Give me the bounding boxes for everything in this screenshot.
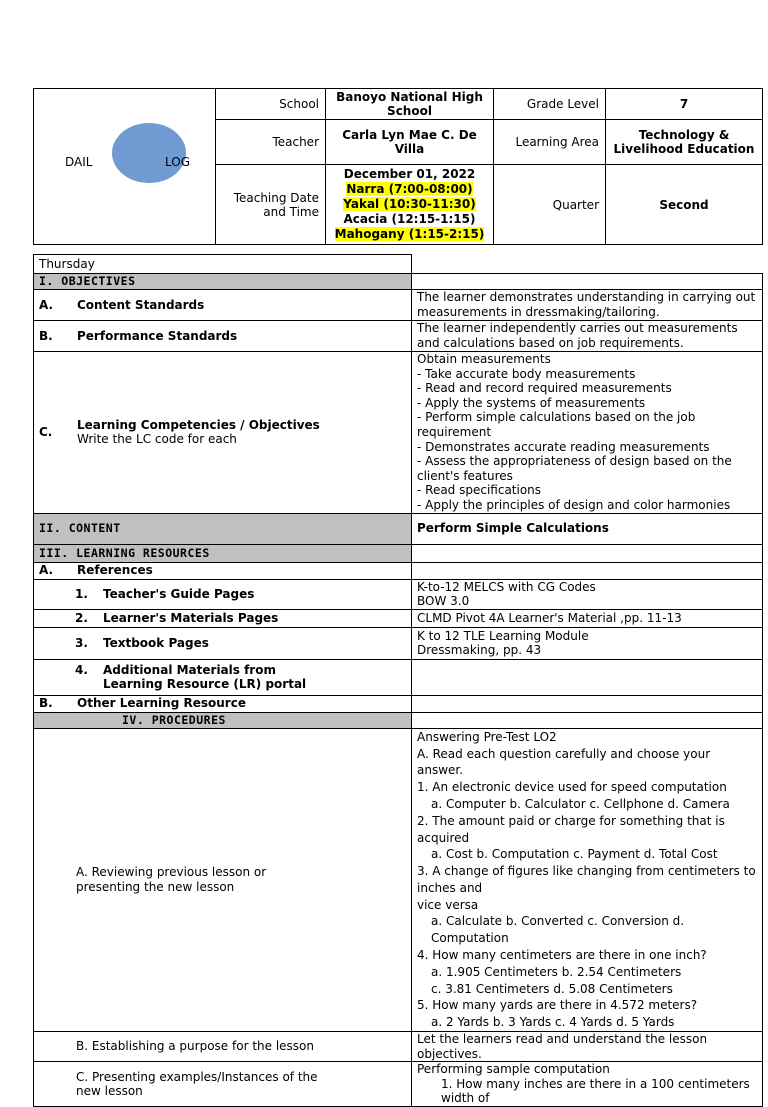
day-cell: Thursday	[34, 255, 412, 274]
list-item: a. Computer b. Calculator c. Cellphone d. Camera	[431, 796, 730, 811]
list-item: - Demonstrates accurate reading measurements	[417, 439, 710, 454]
grade-value: 7	[606, 89, 763, 120]
list-item: a. 1.905 Centimeters b. 2.54 Centimeters	[431, 964, 682, 979]
list-item: 3. A change of figures like changing from centimeters to inches and	[417, 864, 756, 895]
teachers-guide-text: K-to-12 MELCS with CG Codes BOW 3.0	[412, 579, 763, 609]
content-value: Perform Simple Calculations	[412, 513, 763, 544]
proc-a-label: A. Reviewing previous lesson or presenting the new lesson	[34, 728, 412, 1031]
proc-b-text: Let the learners read and understand the lesson objectives.	[412, 1032, 763, 1062]
quarter-value: Second	[606, 165, 763, 245]
quarter-label: Quarter	[494, 165, 606, 245]
textbook-text: K to 12 TLE Learning Module Dressmaking, pp. 43	[412, 627, 763, 659]
teachers-guide-label: 1. Teacher's Guide Pages	[34, 579, 412, 609]
header-table	[33, 88, 763, 245]
list-item: - Apply the systems of measurements	[417, 395, 646, 410]
list-item: c. 3.81 Centimeters d. 5.08 Centimeters	[431, 981, 673, 996]
list-item: a. 2 Yards b. 3 Yards c. 4 Yards d. 5 Yards	[431, 1015, 675, 1030]
school-value: Banoyo National High School	[326, 89, 494, 120]
teacher-label: Teacher	[216, 120, 326, 165]
proc-b-label: B. Establishing a purpose for the lesson	[34, 1032, 412, 1062]
grade-label: Grade Level	[494, 89, 606, 120]
proc-a-content	[412, 728, 763, 1031]
procedures-heading: IV. PROCEDURES	[34, 712, 412, 728]
list-item: a. Calculate b. Converted c. Conversion d. Computation	[431, 914, 685, 946]
content-heading: II. CONTENT	[34, 513, 412, 544]
list-item: - Perform simple calculations based on the job requirement	[417, 410, 696, 439]
list-item: Obtain measurements	[417, 352, 551, 366]
date-value	[326, 165, 494, 245]
list-item: 1. An electronic device used for speed computation	[417, 780, 727, 795]
list-item: Answering Pre-Test LO2	[417, 729, 557, 744]
content-standards-label: A. Content Standards	[34, 290, 412, 321]
list-item: 4. How many centimeters are there in one inch?	[417, 948, 707, 963]
list-item: 2. The amount paid or charge for something that is acquired	[417, 813, 725, 845]
list-item: 5. How many yards are there in 4.572 meters?	[417, 998, 698, 1013]
lesson-table	[33, 254, 763, 1107]
additional-materials-label: 4. Additional Materials from Learning Resource (LR) portal	[34, 659, 412, 695]
schedule-acacia: Acacia (12:15-1:15)	[343, 212, 476, 226]
date-label: Teaching Date and Time	[216, 165, 326, 245]
proc-c-label: C. Presenting examples/Instances of the new lesson	[34, 1062, 412, 1107]
logo-text-left: DAIL	[65, 154, 93, 169]
area-value: Technology & Livelihood Education	[606, 120, 763, 165]
proc-c-content: Performing sample computation 1. How many inches are there in a 100 centimeters width of	[412, 1062, 763, 1107]
list-item: - Apply the principles of design and color harmonies	[417, 497, 731, 512]
logo-cell	[34, 89, 216, 245]
school-label: School	[216, 89, 326, 120]
list-item: a. Cost b. Computation c. Payment d. Total Cost	[431, 847, 718, 862]
resources-heading: III. LEARNING RESOURCES	[34, 544, 412, 562]
learners-materials-text: CLMD Pivot 4A Learner's Material ,pp. 11-13	[412, 609, 763, 627]
objectives-heading: I. OBJECTIVES	[34, 274, 412, 290]
list-item: - Take accurate body measurements	[417, 366, 636, 381]
date-line: December 01, 2022	[343, 167, 476, 181]
logo-circle-icon	[112, 123, 186, 183]
list-item: - Read and record required measurements	[417, 381, 672, 396]
learners-materials-label: 2. Learner's Materials Pages	[34, 609, 412, 627]
other-resource-label: B. Other Learning Resource	[34, 695, 412, 712]
area-label: Learning Area	[494, 120, 606, 165]
content-standards-text: The learner demonstrates understanding in carrying out measurements in dressmaking/tailoring.	[412, 290, 763, 321]
performance-standards-text: The learner independently carries out measurements and calculations based on job requirements.	[412, 321, 763, 352]
competencies-list	[412, 352, 763, 514]
schedule-mahogany: Mahogany (1:15-2:15)	[334, 227, 485, 241]
textbook-label: 3. Textbook Pages	[34, 627, 412, 659]
competencies-label: C. Learning Competencies / Objectives Write the LC code for each	[34, 352, 412, 514]
performance-standards-label: B. Performance Standards	[34, 321, 412, 352]
list-item: vice versa	[417, 897, 479, 912]
list-item: A. Read each question carefully and choose your answer.	[417, 746, 711, 778]
references-label: A. References	[34, 562, 412, 579]
logo-text-right: LOG	[165, 154, 191, 169]
list-item: - Read specifications	[417, 483, 542, 498]
schedule-yakal: Yakal (10:30-11:30)	[343, 197, 476, 211]
schedule-narra: Narra (7:00-08:00)	[346, 182, 473, 196]
list-item: - Assess the appropriateness of design based on the client's features	[417, 454, 732, 483]
teacher-value: Carla Lyn Mae C. De Villa	[326, 120, 494, 165]
